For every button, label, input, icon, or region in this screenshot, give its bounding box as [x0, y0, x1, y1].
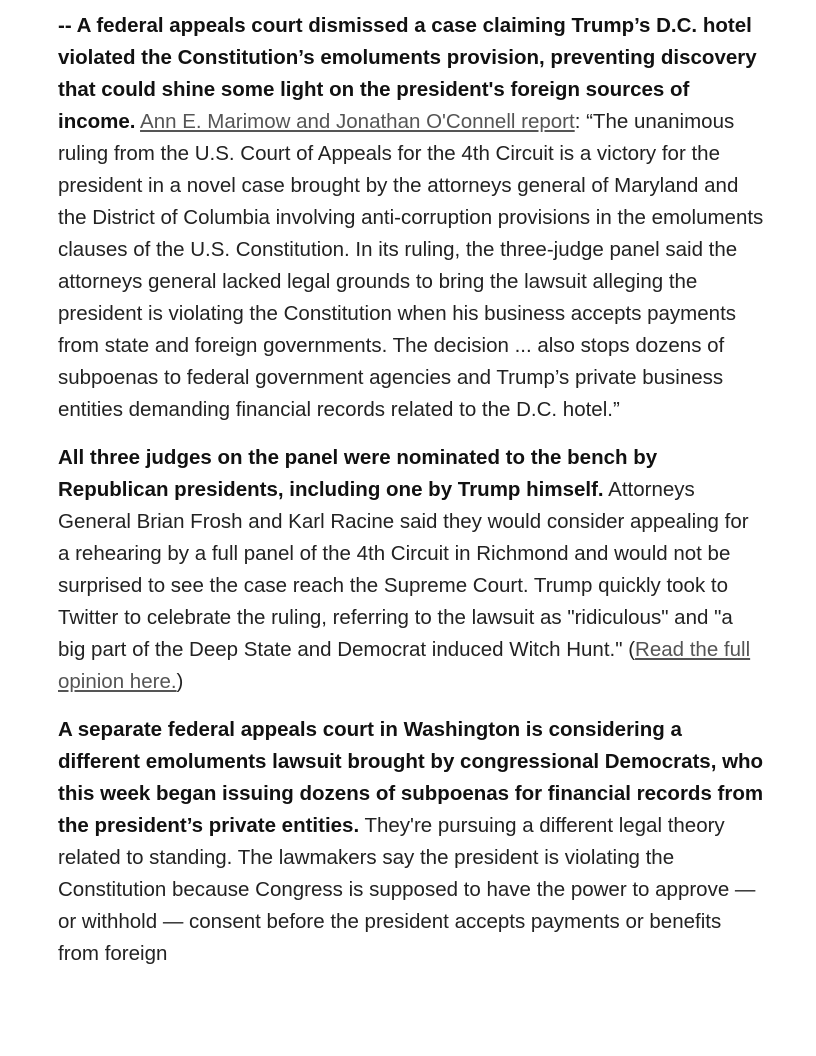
lead-bold: A separate federal appeals court in Washington is considering a different emoluments lawsuit brought by congressional Democrats, who this week began issuing dozens of subpoenas for financial records from the president’s private entities. [58, 718, 764, 837]
report-link[interactable]: Ann E. Marimow and Jonathan O'Connell report [140, 110, 575, 133]
body-text: Attorneys General Brian Frosh and Karl Racine said they would consider appealing for a rehearing by a full panel of the 4th Circuit in Richmond and would not be surprised to see the case reach the Supreme Court. Trump quickly took to Twitter to celebrate the ruling, referring to the lawsuit as "ridiculous" and "a big part of the Deep State and Democrat induced Witch Hunt." ( [58, 478, 749, 661]
article-body [58, 10, 764, 986]
paragraph-hotel-ruling [58, 10, 764, 426]
closing-paren: ) [176, 670, 184, 693]
full-opinion-link[interactable]: Read the full opinion here. [58, 638, 751, 693]
paragraph-judges [58, 442, 764, 698]
lead-bold: All three judges on the panel were nominated to the bench by Republican presidents, including one by Trump himself. [58, 446, 658, 501]
paragraph-congressional-suit [58, 714, 764, 970]
body-text: They're pursuing a different legal theory related to standing. The lawmakers say the president is violating the Constitution because Congress is supposed to have the power to approve — or withhold — consent before the president accepts payments or benefits from foreign [58, 814, 756, 965]
lead-bold: -- A federal appeals court dismissed a case claiming Trump’s D.C. hotel violated the Constitution’s emoluments provision, preventing discovery that could shine some light on the president's foreign sources of income. [58, 14, 757, 133]
quote-text: : “The unanimous ruling from the U.S. Court of Appeals for the 4th Circuit is a victory for the president in a novel case brought by the attorneys general of Maryland and the District of Columbia involving anti-corruption provisions in the emoluments clauses of the U.S. Constitution. In its ruling, the three-judge panel said the attorneys general lacked legal grounds to bring the lawsuit alleging the president is violating the Constitution when his business accepts payments from state and foreign governments. The decision ... also stops dozens of subpoenas to federal government agencies and Trump’s private business entities demanding financial records related to the D.C. hotel.” [58, 110, 764, 421]
